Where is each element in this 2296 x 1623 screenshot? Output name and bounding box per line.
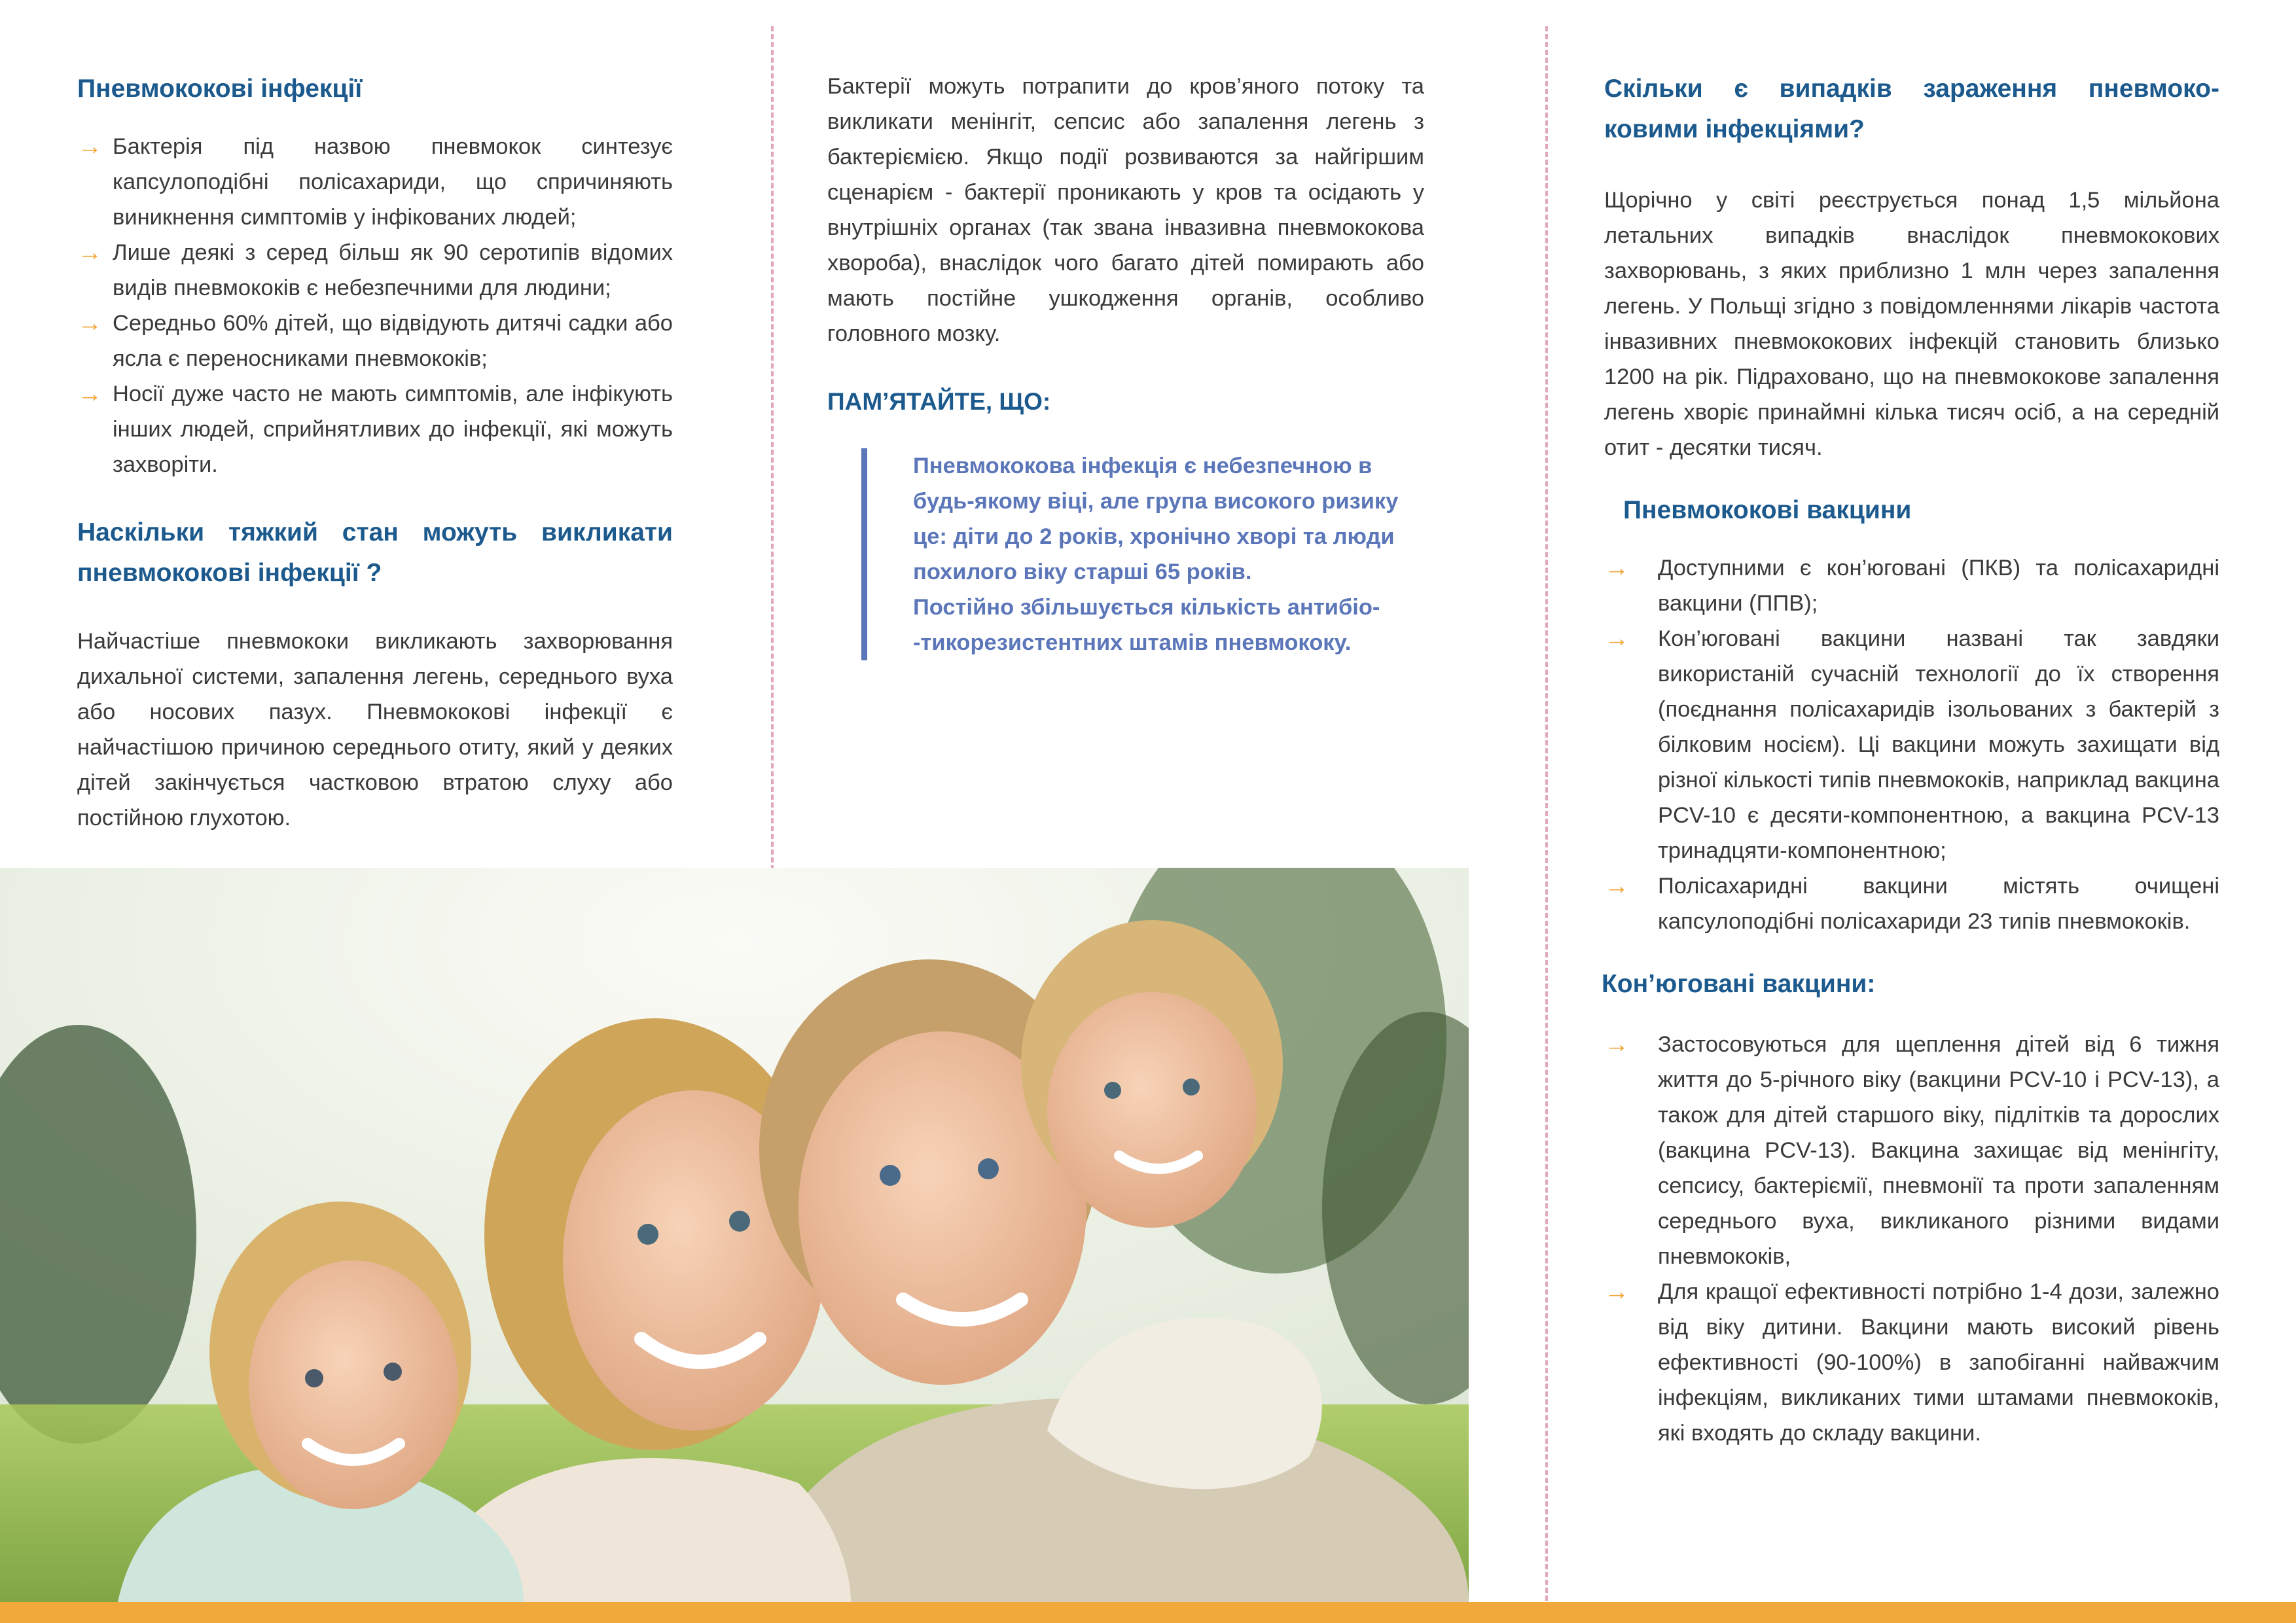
column-3 xyxy=(1604,69,2219,1451)
footer-orange-bar xyxy=(0,1602,2296,1623)
heading-severity: Наскільки тяжкий стан можуть викликати пневмококові інфекції ? xyxy=(77,518,673,587)
list-item: → Середньо 60% дітей, що відвідують дитячі садки або ясла є переносниками пневмококів; xyxy=(77,306,673,376)
arrow-right-icon: → xyxy=(1604,872,1629,900)
arrow-right-icon: → xyxy=(1604,554,1629,582)
paragraph-severity: Найчастіше пневмококи викликають захворювання дихальної системи, запалення легень, середнього вуха або носових пазух. Пневмококові інфекції є найчастішою причиною середнього отиту, який у деяких дітей закінчується частковою втратою слуху або постійною глухотою. xyxy=(77,629,673,830)
list-item: → Лише деякі з серед більш як 90 серотипів відомих видів пневмококів є небезпечними для людини; xyxy=(77,235,673,306)
column-divider-left xyxy=(771,26,774,870)
arrow-right-icon: → xyxy=(77,310,102,337)
arrow-right-icon: → xyxy=(1604,1278,1629,1306)
arrow-right-icon: → xyxy=(77,380,102,408)
column-1 xyxy=(77,69,673,836)
list-item: → Полісахаридні вакцини містять очищені капсулоподібні полісахариди 23 типів пневмококів. xyxy=(1604,868,2219,939)
arrow-right-icon: → xyxy=(1604,1031,1629,1058)
heading-vaccines: Пневмококові вакцини xyxy=(1623,496,1912,524)
arrow-right-icon: → xyxy=(77,239,102,266)
arrow-right-icon: → xyxy=(1604,625,1629,652)
heading-case-count: Скільки є випадків зараження пневмоко- ковими інфекціями? xyxy=(1604,75,2219,143)
family-photo xyxy=(0,868,1469,1602)
list-item: → Кон’юговані вакцини названі так завдяки використаній сучасній технології до їх створення (поєднання полісахаридів ізольованих з бактерій з білковим носієм). Ці вакцини можуть захищати від різної кількості типів пневмококів, наприклад вакцина PCV-10 є десяти-компонентною, а вакцина PCV-13 тринадцяти-компонентною; xyxy=(1604,621,2219,868)
list-item: → Для кращої ефективності потрібно 1-4 дози, залежно від віку дитини. Вакцини мають високий рівень ефективності (90-100%) в запобіганні найважчим інфекціям, викликаних тими штамами пневмококів, які входять до складу вакцини. xyxy=(1604,1274,2219,1451)
column-2 xyxy=(827,69,1424,660)
quote-text-resistance: Постійно збільшується кількість антибіо- -тикорезистентних штамів пневмококу. xyxy=(913,595,1380,655)
list-item: → Застосовуються для щеплення дітей від 6 тижня життя до 5-річного віку (вакцини PCV-10 і PCV-13), а також для дітей старшого віку, підлітків та дорослих (вакцина PCV-13). Вакцина захищає від менінгіту, сепсису, бактеріємії, пневмонії та проти запаленням середнього вуха, викликаного різними видами пневмококів, xyxy=(1604,1027,2219,1274)
heading-conjugate-vaccines: Кон’юговані вакцини: xyxy=(1602,970,1876,998)
heading-pneumococcal-infections: Пневмококові інфекції xyxy=(77,75,363,103)
family-photo-illustration xyxy=(0,868,1469,1602)
col1-bullet-list xyxy=(77,129,673,482)
remember-heading: ПАМ’ЯТАЙТЕ, ЩО: xyxy=(827,388,1051,415)
paragraph-case-count: Щорічно у світі реєструється понад 1,5 мільйона летальних випадків внаслідок пневмококових захворювань, з яких приблизно 1 млн через запалення легень. У Польщі згідно з повідомленнями лікарів частота інвазивних пневмококових інфекцій становить близько 1200 на рік. Підраховано, що на пневмококове запалення легень хворіє принаймні кілька тисяч осіб, а на середній отит - десятки тисяч. xyxy=(1604,188,2219,460)
arrow-right-icon: → xyxy=(77,133,102,160)
column-divider-right xyxy=(1545,26,1548,1616)
highlight-quote xyxy=(861,448,1424,660)
list-item: → Бактерія під назвою пневмокок синтезує капсулоподібні полісахариди, що спричиняють виникнення симптомів у інфікованих людей; xyxy=(77,129,673,235)
paragraph-bloodstream: Бактерії можуть потрапити до кров’яного потоку та викликати менінгіт, сепсис або запалення легень з бактеріємією. Якщо події розвиваются за найгіршим сценарієм - бактерії проникають у кров та осідають у внутрішніх органах (так звана інвазивна пневмококова хвороба), внаслідок чого багато дітей помирають або мають постійне ушкодження органів, особливо головного мозку. xyxy=(827,74,1424,346)
list-item: → Доступними є кон’юговані (ПКВ) та полісахаридні вакцини (ППВ); xyxy=(1604,550,2219,621)
list-item: → Носії дуже часто не мають симптомів, але інфікують інших людей, сприйнятливих до інфекції, які можуть захворіти. xyxy=(77,376,673,482)
quote-text-risk-group: Пневмококова інфекція є небезпечною в будь-якому віці, але група високого ризику це: діти до 2 років, хронічно хворі та люди похилого віку старші 65 років. xyxy=(913,454,1399,584)
col3-conjugate-list xyxy=(1604,1027,2219,1451)
col3-vaccines-list xyxy=(1604,550,2219,939)
